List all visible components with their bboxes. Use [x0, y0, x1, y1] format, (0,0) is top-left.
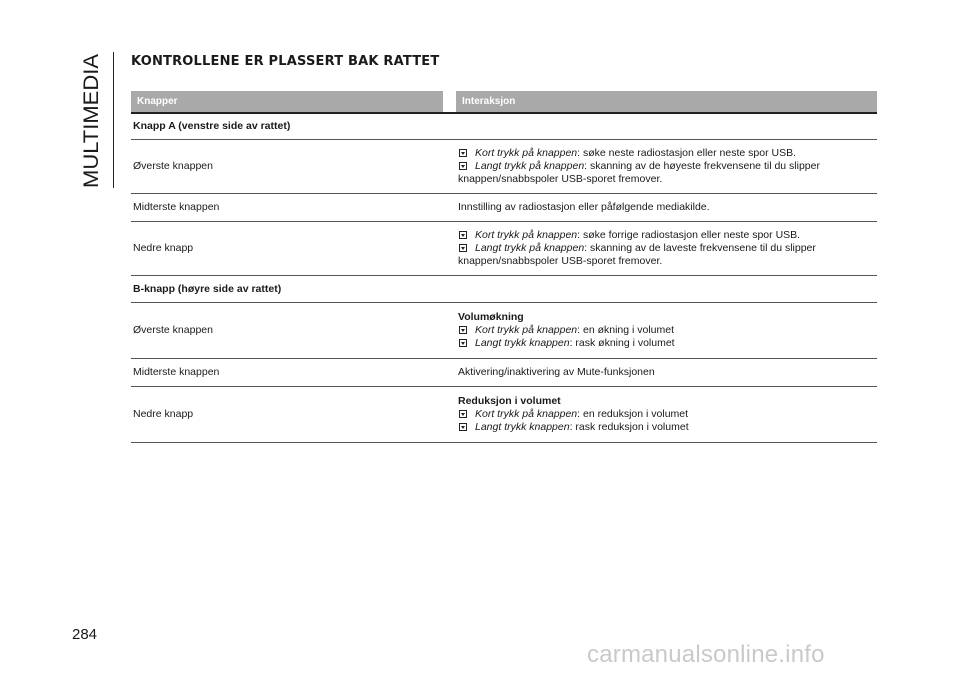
- controls-table: [131, 91, 877, 443]
- interaction-line: [458, 324, 875, 337]
- press-type: Langt trykk på knappen: [475, 160, 585, 172]
- section-title-a: Knapp A (venstre side av rattet): [133, 120, 291, 132]
- watermark-text: carmanualsonline.info: [587, 641, 825, 668]
- press-icon: [459, 339, 467, 347]
- interaction-cell: [456, 140, 877, 193]
- header-knapper: Knapper: [131, 91, 443, 112]
- press-action: : en økning i volumet: [577, 324, 675, 336]
- press-type: Kort trykk på knappen: [475, 408, 578, 420]
- section-row-a: [131, 114, 877, 140]
- interaction-line: [458, 229, 875, 242]
- press-type: Langt trykk på knappen: [475, 242, 585, 254]
- interaction-continuation: knappen/snabbspoler USB-sporet fremover.: [458, 255, 663, 267]
- press-type: Kort trykk på knappen: [475, 229, 578, 241]
- interaction-heading: Volumøkning: [458, 311, 524, 323]
- interaction-cell: [456, 222, 877, 275]
- interaction-heading: Reduksjon i volumet: [458, 395, 561, 407]
- press-type: Langt trykk knappen: [475, 421, 570, 433]
- interaction-cell: [456, 359, 877, 386]
- section-row-b: [131, 276, 877, 303]
- table-row: [131, 359, 877, 387]
- interaction-line: [458, 421, 875, 434]
- press-icon: [459, 410, 467, 418]
- page-number: 284: [72, 626, 98, 643]
- press-action: : skanning av de laveste frekvensene til du slipper: [584, 242, 816, 254]
- interaction-line: [458, 408, 875, 421]
- press-icon: [459, 423, 467, 431]
- press-icon: [459, 244, 467, 252]
- press-action: : en reduksjon i volumet: [577, 408, 689, 420]
- page-title: KONTROLLENE ER PLASSERT BAK RATTET: [131, 54, 440, 69]
- table-row: [131, 194, 877, 222]
- button-name: Nedre knapp: [133, 242, 194, 254]
- table-row: [131, 303, 877, 359]
- press-action: : rask reduksjon i volumet: [569, 421, 689, 433]
- table-row: [131, 140, 877, 194]
- section-side-text: MULTIMEDIA: [80, 60, 103, 188]
- press-action: : skanning av de høyeste frekvensene til du slipper: [584, 160, 820, 172]
- button-name: Midterste knappen: [133, 201, 220, 213]
- interaction-continuation: knappen/snabbspoler USB-sporet fremover.: [458, 173, 663, 185]
- table-row: [131, 387, 877, 443]
- interaction-line: [458, 337, 875, 350]
- interaction-text: Aktivering/inaktivering av Mute-funksjonen: [458, 366, 655, 378]
- press-icon: [459, 149, 467, 157]
- button-name: Øverste knappen: [133, 160, 213, 172]
- interaction-text: Innstilling av radiostasjon eller påfølgende mediakilde.: [458, 201, 710, 213]
- press-action: : søke forrige radiostasjon eller neste spor USB.: [577, 229, 801, 241]
- interaction-cell: [456, 194, 877, 221]
- section-title-b: B-knapp (høyre side av rattet): [133, 282, 282, 295]
- press-action: : søke neste radiostasjon eller neste spor USB.: [577, 147, 796, 159]
- button-name: Nedre knapp: [133, 408, 194, 420]
- press-icon: [459, 162, 467, 170]
- table-header: [131, 91, 877, 114]
- press-icon: [459, 231, 467, 239]
- interaction-cell: [456, 387, 877, 442]
- press-type: Kort trykk på knappen: [475, 147, 578, 159]
- press-action: : rask økning i volumet: [569, 337, 675, 349]
- side-divider: [113, 52, 114, 188]
- section-side-label: [72, 52, 108, 188]
- interaction-line: [458, 160, 875, 173]
- interaction-line: [458, 147, 875, 160]
- press-icon: [459, 326, 467, 334]
- interaction-line: [458, 242, 875, 255]
- interaction-cell: [456, 303, 877, 358]
- press-type: Langt trykk knappen: [475, 337, 570, 349]
- press-type: Kort trykk på knappen: [475, 324, 578, 336]
- table-row: [131, 222, 877, 276]
- button-name: Midterste knappen: [133, 366, 220, 378]
- button-name: Øverste knappen: [133, 324, 213, 336]
- header-interaksjon: Interaksjon: [456, 91, 877, 112]
